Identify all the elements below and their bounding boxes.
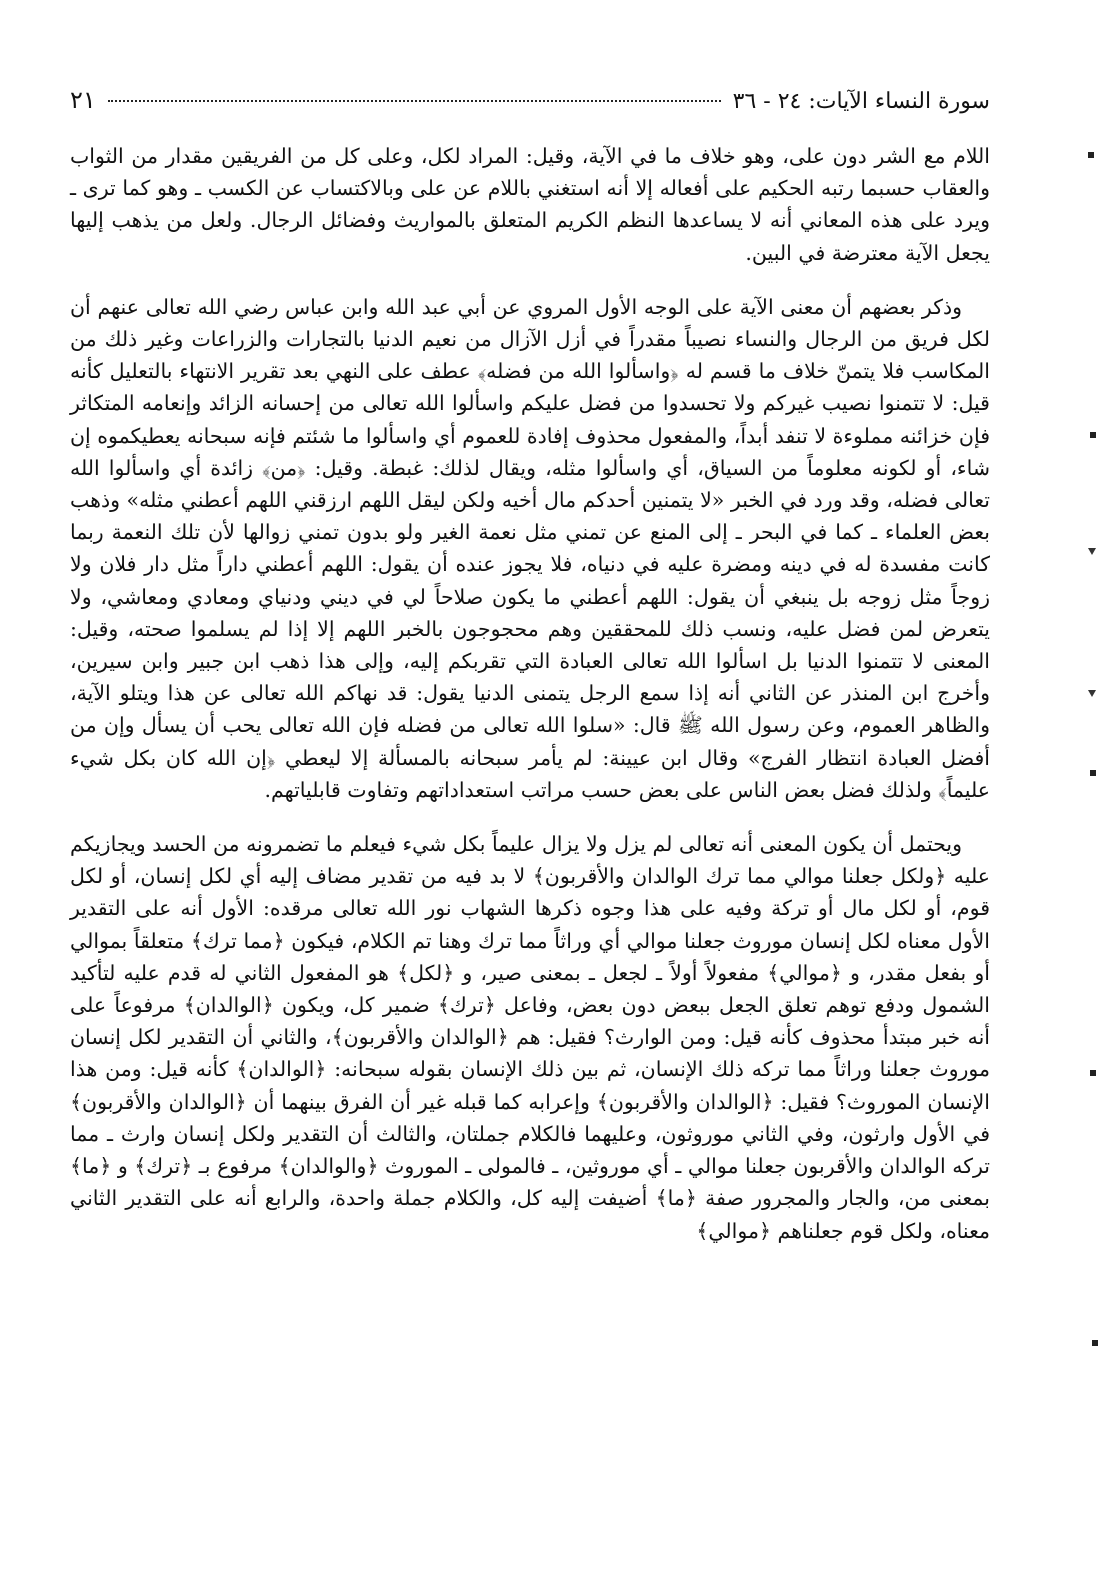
dotted-leader [108,100,721,102]
margin-mark [1088,690,1096,697]
running-title: سورة النساء الآيات: ٢٤ - ٣٦ [732,89,990,114]
paragraph: وذكر بعضهم أن معنى الآية على الوجه الأول المروي عن أبي عبد الله وابن عباس رضي الله تعالى عنهم أن لكل فريق من الرجال والنساء نصيباً مقدراً في أزل الآزال من نعيم الدنيا بالتجارات والزراعات وغير ذلك من المكاسب فلا يتمنّ خلاف ما قسم له ﴿واسألوا الله من فضله﴾ عطف على النهي بعد تقرير الانتهاء بالتعليل كأنه قيل: لا تتمنوا نصيب غيركم ولا تحسدوا من فضل عليكم واسألوا الله تعالى من إحسانه الزائد وإنعامه المتكاثر فإن خزائنه مملوءة لا تنفد أبداً، والمفعول محذوف إفادة للعموم أي واسألوا ما شئتم فإنه سبحانه يعطيكموه إن شاء، أو لكونه معلوماً من السياق، أي واسألوا مثله، ويقال لذلك: غبطة. وقيل: ﴿من﴾ زائدة أي واسألوا الله تعالى فضله، وقد ورد في الخبر «لا يتمنين أحدكم مال أخيه ولكن ليقل اللهم ارزقني اللهم أعطني مثله» وذهب بعض العلماء ـ كما في البحر ـ إلى المنع عن تمني مثل نعمة الغير ولو بدون تمني زوالها لأن تلك النعمة ربما كانت مفسدة له في دينه ومضرة عليه في دنياه، فلا يجوز عنده أن يقول: اللهم أعطني داراً مثل دار فلان ولا زوجاً مثل زوجه بل ينبغي أن يقول: اللهم أعطني ما يكون صلاحاً لي في ديني ودنياي ومعادي ومعاشي، ولا يتعرض لمن فضل عليه، ونسب ذلك للمحققين وهم محجوجون بالخبر اللهم إلا إذا لم يسلموا صحته، وقيل: المعنى لا تتمنوا الدنيا بل اسألوا الله تعالى العبادة التي تقربكم إليه، وإلى هذا ذهب ابن جبير وابن سيرين، وأخرج ابن المنذر عن الثاني أنه إذا سمع الرجل يتمنى الدنيا يقول: قد نهاكم الله تعالى عن هذا ويتلو الآية، والظاهر العموم، وعن رسول الله ﷺ قال: «سلوا الله تعالى من فضله فإن الله تعالى يحب أن يسأل وإن من أفضل العبادة انتظار الفرج» وقال ابن عيينة: لم يأمر سبحانه بالمسألة إلا ليعطي ﴿إن الله كان بكل شيء عليماً﴾ ولذلك فضل بعض الناس على بعض حسب مراتب استعداداتهم وتفاوت قابلياتهم. [70,294,990,802]
page-number: ٢١ [70,86,96,114]
body-text [70,140,990,1269]
paragraph: ويحتمل أن يكون المعنى أنه تعالى لم يزل ولا يزال عليماً بكل شيء فيعلم ما تضمرونه من الحسد ويجازيكم عليه ﴿ولكل جعلنا موالي مما ترك الوالدان والأقربون﴾ لا بد فيه من تقدير مضاف إليه أي لكل إنسان، أو لكل قوم، أو لكل مال أو تركة وفيه على هذا وجوه ذكرها الشهاب نور الله تعالى مرقده: الأول أنه على التقدير الأول معناه لكل إنسان موروث جعلنا موالي أي وراثاً مما ترك وهنا تم الكلام، فيكون ﴿مما ترك﴾ متعلقاً بموالي أو بفعل مقدر، و ﴿موالي﴾ مفعولاً أولاً ـ لجعل ـ بمعنى صير، و ﴿لكل﴾ هو المفعول الثاني له قدم عليه لتأكيد الشمول ودفع توهم تعلق الجعل ببعض دون بعض، وفاعل ﴿ترك﴾ ضمير كل، ويكون ﴿الوالدان﴾ مرفوعاً على أنه خبر مبتدأ محذوف كأنه قيل: ومن الوارث؟ فقيل: هم ﴿الوالدان والأقربون﴾، والثاني أن التقدير لكل إنسان موروث جعلنا وراثاً مما تركه ذلك الإنسان، ثم بين ذلك الإنسان بقوله سبحانه: ﴿الوالدان﴾ كأنه قيل: ومن هذا الإنسان الموروث؟ فقيل: ﴿الوالدان والأقربون﴾ وإعرابه كما قبله غير أن الفرق بينهما أن ﴿الوالدان والأقربون﴾ في الأول وارثون، وفي الثاني موروثون، وعليهما فالكلام جملتان، والثالث أن التقدير ولكل إنسان وارث ـ مما تركه الوالدان والأقربون جعلنا موالي ـ أي موروثين، ـ فالمولى ـ الموروث ﴿والوالدان﴾ مرفوع بـ ﴿ترك﴾ و ﴿ما﴾ بمعنى من، والجار والمجرور صفة ﴿ما﴾ أضيفت إليه كل، والكلام جملة واحدة، والرابع أنه على التقدير الثاني معناه، ولكل قوم جعلناهم ﴿موالي﴾ [70,832,991,1243]
paragraph: اللام مع الشر دون على، وهو خلاف ما في الآية، وقيل: المراد لكل، وعلى كل من الفريقين مقدار من الثواب والعقاب حسبما رتبه الحكيم على أفعاله إلا أنه استغني باللام عن على وبالاكتساب عن الكسب ـ وهو كما ترى ـ ويرد على هذه المعاني أنه لا يساعدها النظم الكريم المتعلق بالمواريث وفضائل الرجال. ولعل من يذهب إليها يجعل الآية معترضة في البين. [70,144,990,265]
margin-mark [1090,432,1096,438]
margin-mark [1088,152,1094,158]
page-header [70,86,990,120]
margin-mark [1092,1340,1098,1346]
margin-mark [1088,548,1096,555]
margin-mark [1090,770,1096,776]
margin-mark [1090,1070,1096,1076]
